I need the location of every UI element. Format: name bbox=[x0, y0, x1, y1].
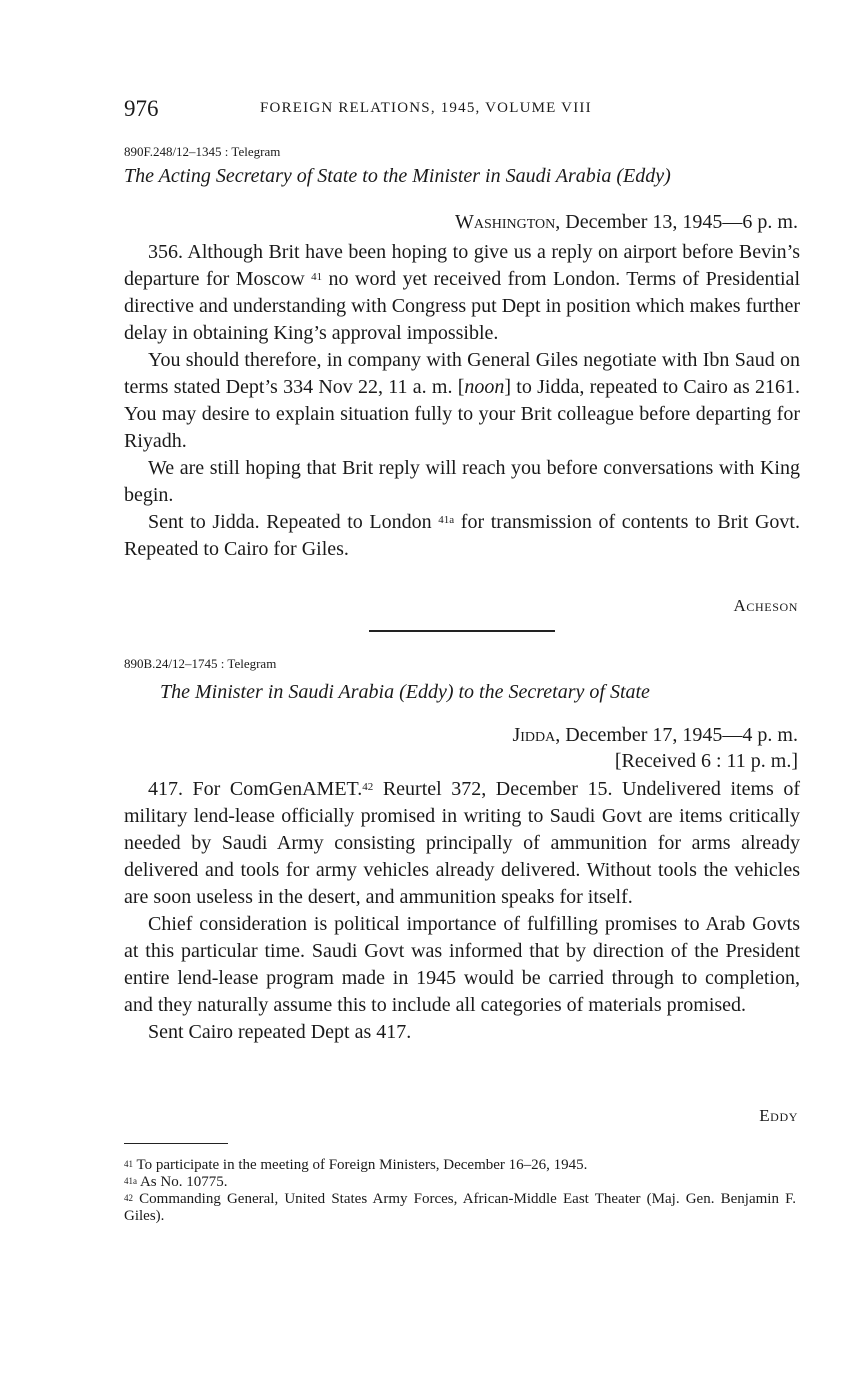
footnote-text: To participate in the meeting of Foreign Ministers, December 16–26, 1945. bbox=[136, 1157, 588, 1173]
doc2-date: , December 17, 1945—4 p. m. bbox=[555, 724, 798, 746]
doc2-place: Jidda bbox=[512, 724, 556, 746]
doc2-title-name: Eddy bbox=[405, 681, 447, 703]
doc2-body bbox=[124, 776, 800, 1046]
doc1-title-part: ) bbox=[664, 165, 671, 187]
doc1-paragraph bbox=[124, 455, 800, 509]
doc2-title bbox=[160, 681, 650, 704]
footnote-ref: 41a bbox=[438, 514, 455, 526]
doc1-title-name: Eddy bbox=[623, 165, 665, 187]
paragraph-text: 356. Although Brit have been hoping to give us a reply on airport before Bevin’s departure for Moscow bbox=[124, 241, 800, 290]
footnote-marker: 42 bbox=[124, 1193, 133, 1203]
page-number: 976 bbox=[124, 96, 159, 121]
doc1-paragraph bbox=[124, 509, 800, 563]
paragraph-text: ] to Jidda, repeated to Cairo as 2161. You may desire to explain situation fully to your Brit colleague before departing for Riyadh. bbox=[124, 376, 800, 452]
doc1-date: , December 13, 1945—6 p. m. bbox=[555, 211, 798, 233]
footnote-marker: 41a bbox=[124, 1176, 137, 1186]
page-header bbox=[124, 96, 804, 126]
paragraph-text: no word yet received from London. Terms of Presidential directive and understanding with Congress put Dept in position which makes further delay in obtaining King’s approval impossible. bbox=[124, 268, 800, 344]
doc1-place: Washington bbox=[454, 211, 556, 233]
doc1-title bbox=[124, 165, 671, 188]
paragraph-text: Sent Cairo repeated Dept as 417. bbox=[148, 1021, 412, 1043]
doc1-body bbox=[124, 239, 800, 563]
doc2-title-part: The Minister in Saudi Arabia ( bbox=[160, 681, 406, 703]
doc1-paragraph bbox=[124, 239, 800, 347]
paragraph-text: Sent to Jidda. Repeated to London bbox=[148, 511, 439, 533]
paragraph-text: for transmission of contents to Brit Govt. Repeated to Cairo for Giles. bbox=[124, 511, 800, 560]
footnote-ref: 41 bbox=[311, 271, 323, 283]
doc2-paragraph bbox=[124, 1019, 800, 1046]
paragraph-text: We are still hoping that Brit reply will reach you before conversations with King begin. bbox=[124, 457, 800, 506]
doc1-signature: Acheson bbox=[733, 596, 798, 615]
paragraph-text: 417. For ComGenAMET. bbox=[148, 778, 363, 800]
doc2-signature: Eddy bbox=[759, 1106, 798, 1125]
running-head: FOREIGN RELATIONS, 1945, VOLUME VIII bbox=[260, 100, 592, 116]
footnote-marker: 41 bbox=[124, 1159, 133, 1169]
footnote-text: Commanding General, United States Army Forces, African-Middle East Theater (Maj. Gen. Benjamin F. Giles). bbox=[124, 1191, 796, 1224]
doc2-title-part: ) to the Secretary of State bbox=[446, 681, 650, 703]
doc2-paragraph bbox=[124, 776, 800, 911]
footnote-ref: 42 bbox=[362, 781, 374, 793]
doc1-title-part: The Acting Secretary of State to the Minister in Saudi Arabia ( bbox=[124, 165, 624, 187]
doc2-file-id: 890B.24/12–1745 : Telegram bbox=[124, 656, 277, 671]
doc2-paragraph bbox=[124, 911, 800, 1019]
doc2-dateline bbox=[512, 724, 798, 747]
doc2-received: [Received 6 : 11 p. m.] bbox=[614, 750, 798, 772]
footnote-item bbox=[124, 1191, 796, 1225]
footnote-item bbox=[124, 1174, 796, 1191]
footnote-item bbox=[124, 1157, 796, 1174]
footnote-text: As No. 10775. bbox=[139, 1174, 228, 1190]
paragraph-text: Reurtel 372, December 15. Undelivered items of military lend-lease officially promised in writing to Saudi Govt are items critically needed by Saudi Army consisting principally of ammunition for arms already delivered and tools for army vehicles already delivered. Without tools the vehicles are soon useless in the desert, and ammunition speaks for itself. bbox=[124, 778, 800, 908]
footnote-rule bbox=[124, 1143, 228, 1144]
footnotes bbox=[124, 1157, 796, 1225]
paragraph-italic: noon bbox=[464, 376, 505, 398]
doc1-file-id: 890F.248/12–1345 : Telegram bbox=[124, 144, 281, 159]
doc1-paragraph bbox=[124, 347, 800, 455]
section-divider bbox=[369, 630, 555, 632]
doc1-dateline bbox=[455, 211, 798, 234]
paragraph-text: You should therefore, in company with General Giles negotiate with Ibn Saud on terms stated Dept’s 334 Nov 22, 11 a. m. [ bbox=[124, 349, 800, 398]
paragraph-text: Chief consideration is political importance of fulfilling promises to Arab Govts at this particular time. Saudi Govt was informed that by direction of the President entire lend-lease program made in 1945 would be carried through to completion, and they naturally assume this to include all categories of materials promised. bbox=[124, 913, 800, 1016]
